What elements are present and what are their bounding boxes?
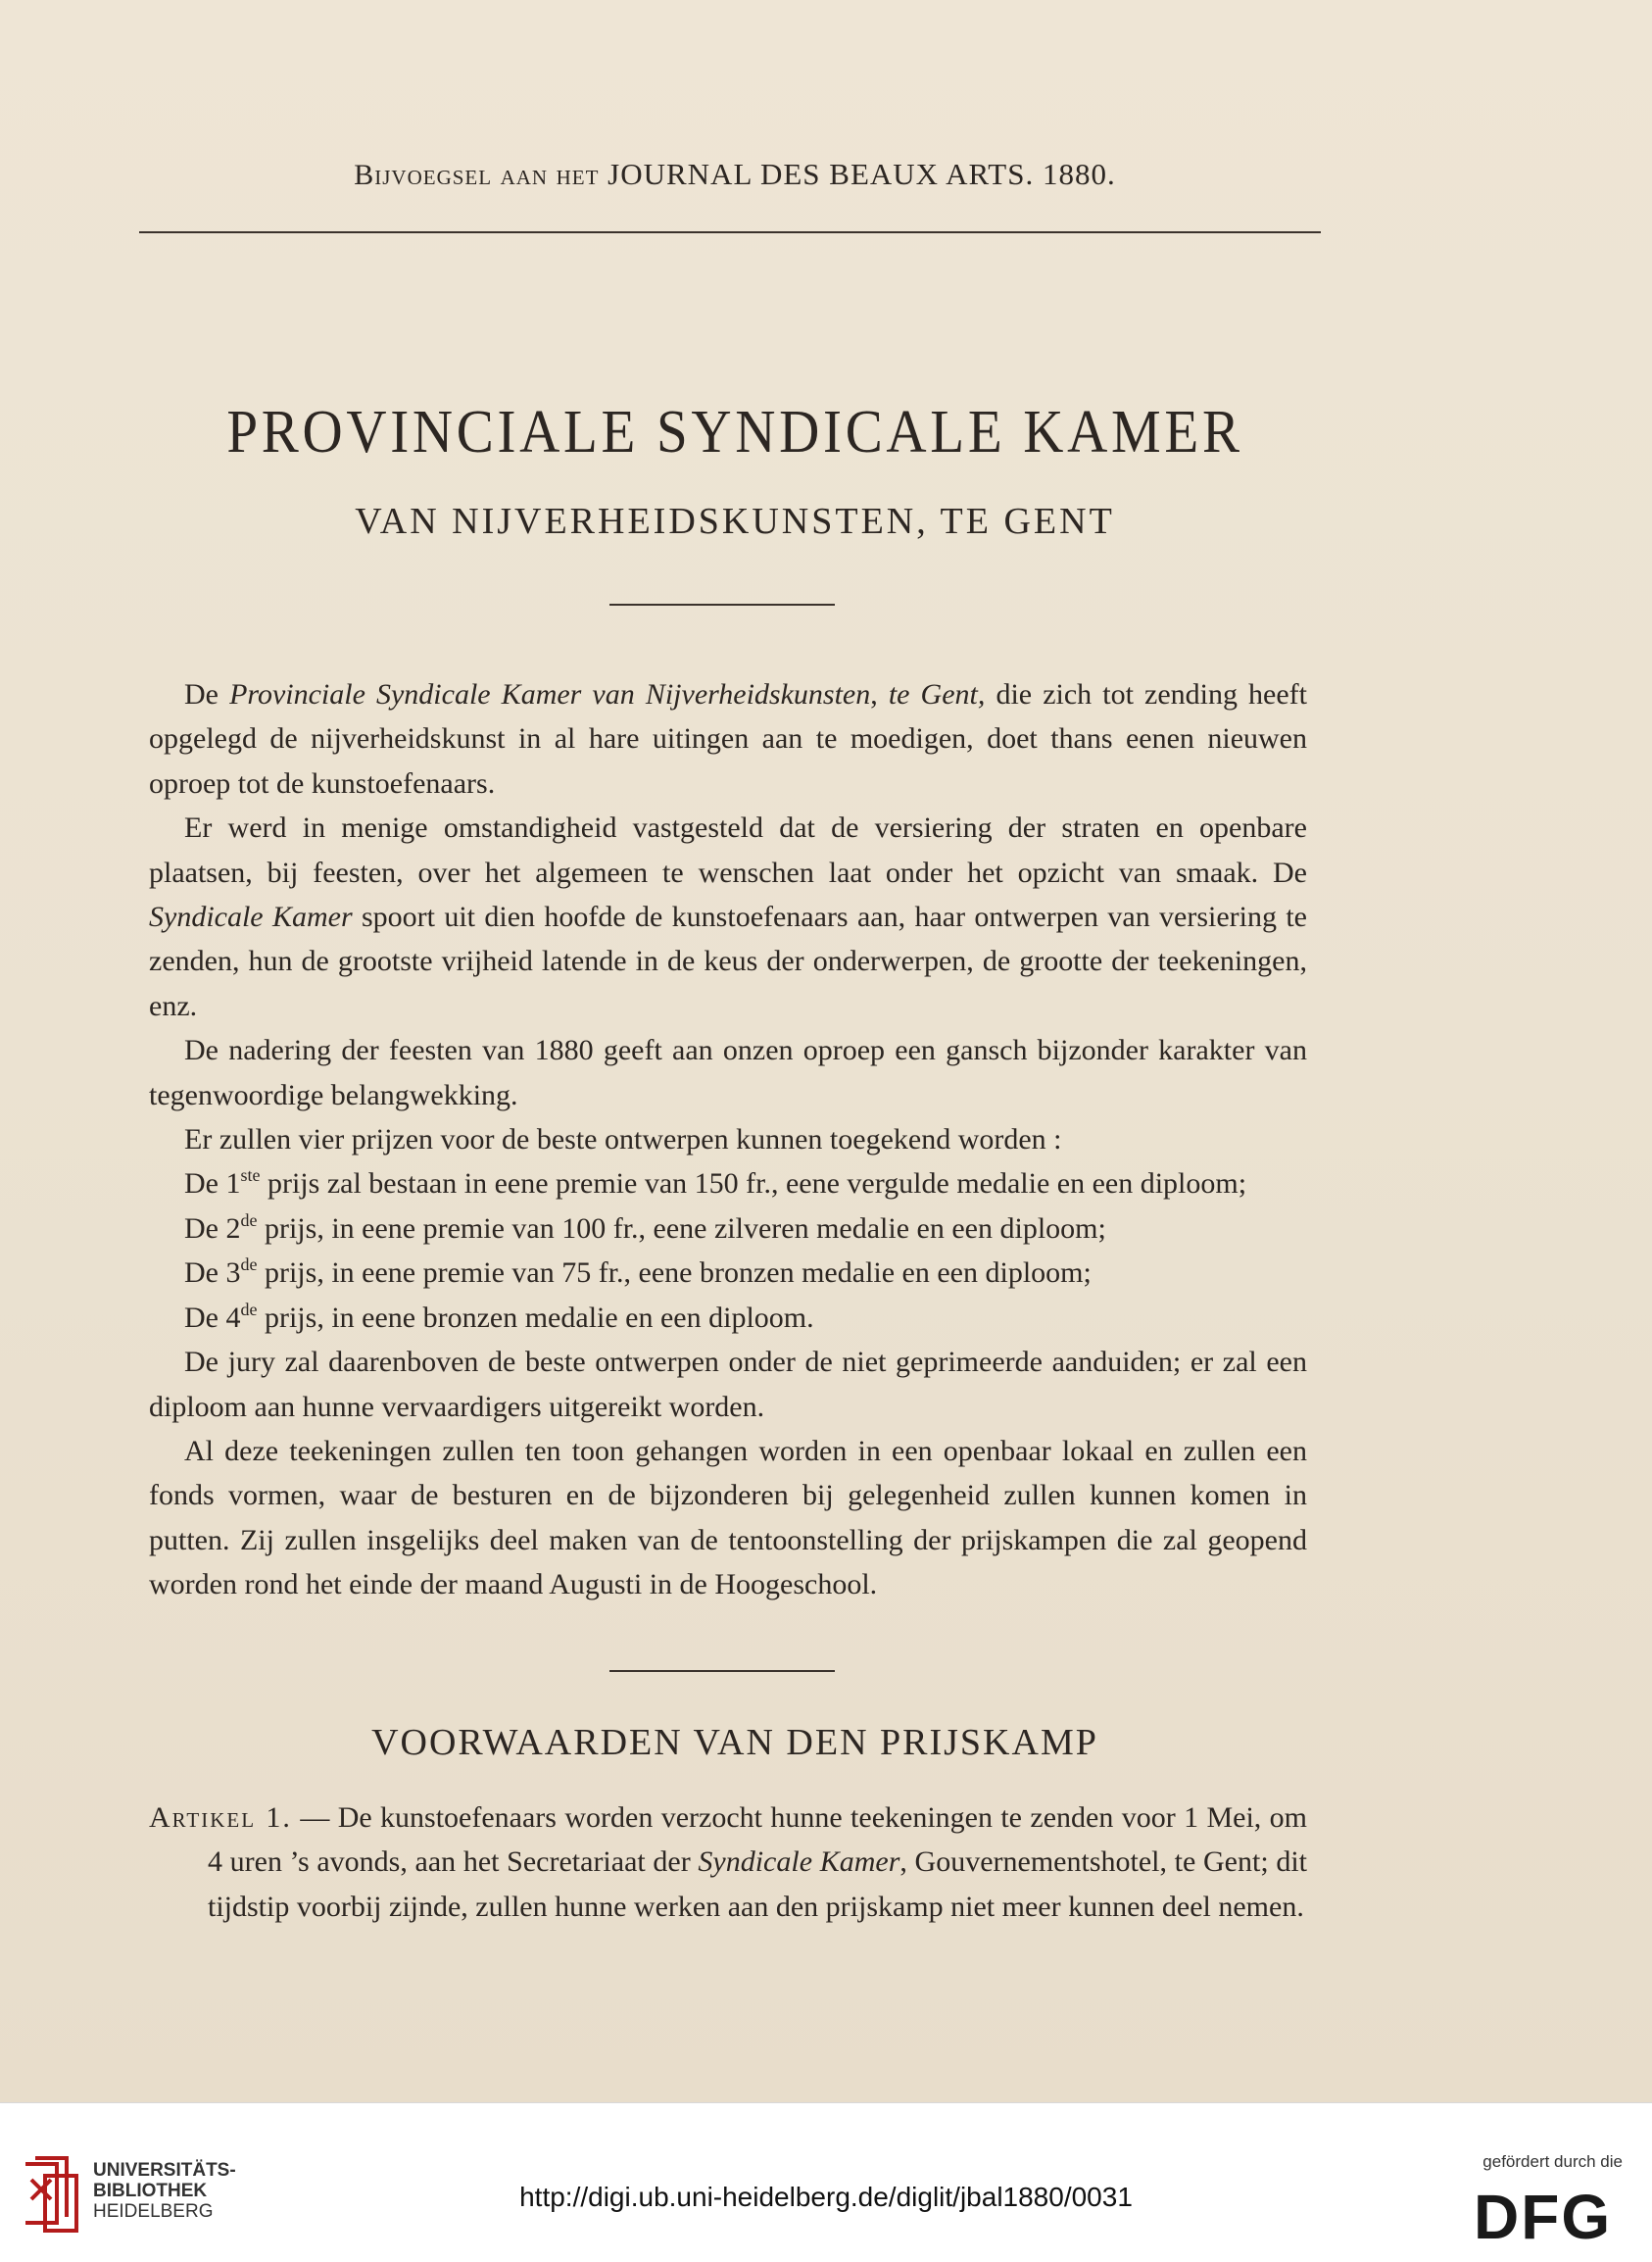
paragraph-intro: De Provinciale Syndicale Kamer van Nijverheidskunsten, te Gent, die zich tot zending heeft opgelegd de nijverheidskunst in al hare uitingen aan te moedigen, doet thans eenen nieuwen oproep tot de kunstoefenaars. — [149, 678, 1308, 800]
article-1: Artikel 1. — De kunstoefenaars worden verzocht hunne teekeningen te zenden voor 1 Mei, om 4 uren ’s avonds, aan het Secretariaat der Syndicale Kamer, Gouvernementshotel, te Gent; dit tijdstip voorbij zijnde, zullen hunne werken aan den prijskamp niet meer kunnen deel nemen. — [149, 1801, 1307, 1923]
running-head — [0, 157, 1470, 192]
running-head-year: 1880. — [1043, 157, 1116, 191]
paragraph-prize-1: De 1ste prijs zal bestaan in eene premie van 150 fr., eene vergulde medalie en een diploom; — [184, 1165, 1247, 1201]
paragraph-decoration: Er werd in menige omstandigheid vastgesteld dat de versiering der straten en openbare plaatsen, bij feesten, over het algemeen te wenschen laat onder het opzicht van smaak. De Syndicale Kamer spoort uit dien hoofde de kunstoefenaars aan, haar ontwerpen van versiering te zenden, hun de grootste vrijheid latende in de keus der onderwerpen, de grootte der teekeningen, enz. — [149, 811, 1308, 1022]
paragraph-feasts: De nadering der feesten van 1880 geeft aan onzen oproep een gansch bijzonder karakter van tegenwoordige belangwekking. — [149, 1034, 1307, 1111]
ornament-rule-top — [609, 604, 835, 606]
paragraph-prize-3: De 3de prijs, in eene premie van 75 fr., eene bronzen medalie en een diploom; — [184, 1254, 1092, 1290]
dfg-logo-icon[interactable] — [1472, 2184, 1627, 2242]
body-text — [149, 672, 1307, 1607]
page-subtitle: VAN NIJVERHEIDSKUNSTEN, TE GENT — [355, 501, 1115, 542]
section-title: VOORWAARDEN VAN DEN PRIJSKAMP — [371, 1722, 1098, 1763]
funding-caption: gefördert durch die — [1482, 2152, 1623, 2171]
paragraph-prize-2: De 2de prijs, in eene premie van 100 fr., eene zilveren medalie en een diploom; — [184, 1209, 1106, 1245]
running-head-prefix: Bijvoegsel aan het — [354, 159, 600, 191]
viewer-footer — [0, 2102, 1652, 2262]
ornament-rule-bottom — [609, 1670, 835, 1672]
article-label: Artikel 1. — [149, 1801, 292, 1834]
header-rule — [139, 231, 1321, 233]
page-title: PROVINCIALE SYNDICALE KAMER — [226, 399, 1243, 466]
paragraph-jury: De jury zal daarenboven de beste ontwerpen onder de niet geprimeerde aanduiden; er zal een diploom aan hunne vervaardigers uitgereikt worden. — [149, 1346, 1307, 1423]
dfg-logo-text: DFG — [1474, 2184, 1613, 2242]
paragraph-prize-4: De 4de prijs, in eene bronzen medalie en een diploom. — [184, 1299, 814, 1334]
paragraph-prizes-intro: Er zullen vier prijzen voor de beste ontwerpen kunnen toegekend worden : — [184, 1123, 1062, 1156]
paragraph-exhibition: Al deze teekeningen zullen ten toon gehangen worden in een openbaar lokaal en zullen een fonds vormen, waar de besturen en de bijzonderen bij gelegenheid zullen kunnen komen in putten. Zij zullen insgelijks deel maken van de tentoonstelling der prijskampen die zal geopend worden rond het einde der maand Augusti in de Hoogeschool. — [149, 1434, 1307, 1601]
permalink-url[interactable]: http://digi.ub.uni-heidelberg.de/diglit/jbal1880/0031 — [519, 2182, 1133, 2212]
university-library-name: UNIVERSITÄTS- BIBLIOTHEK HEIDELBERG — [93, 2160, 236, 2222]
running-head-journal: JOURNAL DES BEAUX ARTS. — [607, 157, 1035, 191]
